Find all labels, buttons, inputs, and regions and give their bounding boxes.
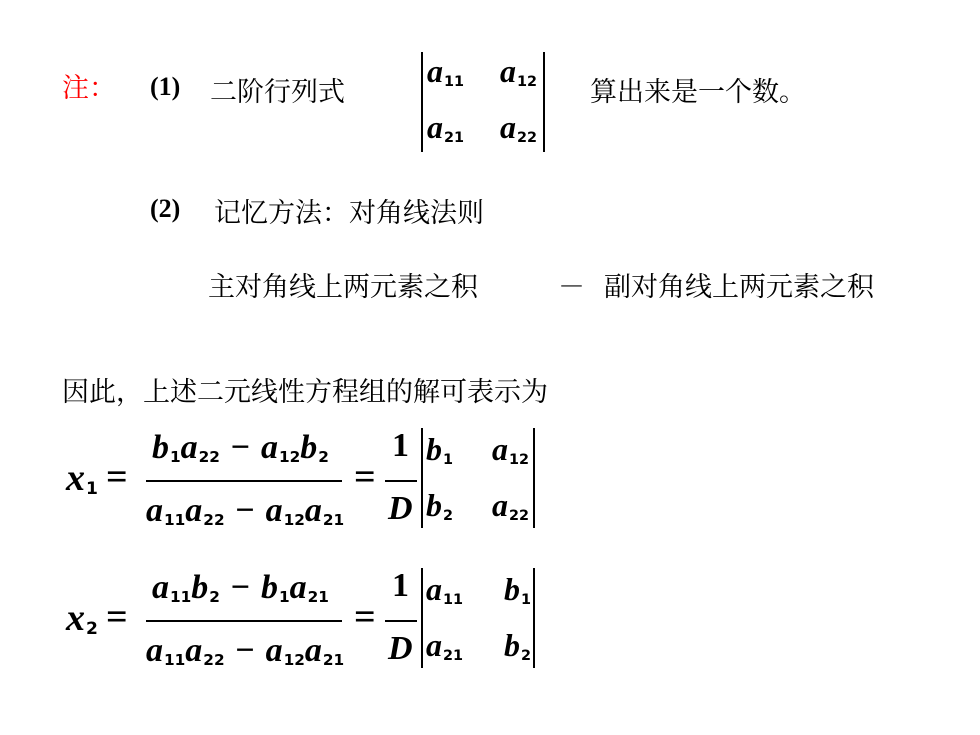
det-cell: $a_{12}$ [500,53,538,90]
det-cell: $a_{22}$ [500,109,538,146]
det-cell: $a_{21}$ [427,109,465,146]
x2-equals-2: = [354,596,376,638]
therefore-text: 因此，上述二元线性方程组的解可表示为 [62,377,548,408]
det-cell: $b_2$ [504,627,532,664]
x2-d-fraction-line [385,620,417,622]
det-cell: $a_{11}$ [427,53,465,90]
x1-denominator: $a_{11}a_{22} - a_{12}a_{21}$ [146,492,345,529]
x2-one: 1 [392,567,409,604]
det-cell: $a_{21}$ [426,627,464,664]
det-cell: $a_{12}$ [492,431,530,468]
x1-D: D [388,490,413,527]
x2-D: D [388,630,413,667]
rule-main: 主对角线上两元素之积 [208,272,478,303]
x2-det-left-bar [421,568,423,668]
det-right-bar [543,52,545,152]
rule-secondary: 副对角线上两元素之积 [604,272,874,303]
item1-text: 二阶行列式 [210,77,345,108]
x2-numerator: $a_{11}b_2 - b_1a_{21}$ [152,569,329,606]
x1-det-right-bar [533,428,535,528]
det-cell: $a_{11}$ [426,571,464,608]
x1-d-fraction-line [385,480,417,482]
det-cell: $b_1$ [426,431,454,468]
x1-equals: = [106,456,128,498]
x1-equals-2: = [354,456,376,498]
x2-denominator: $a_{11}a_{22} - a_{12}a_{21}$ [146,632,345,669]
note-label: 注： [62,73,116,104]
x1-one: 1 [392,427,409,464]
det-cell: $b_2$ [426,487,454,524]
x1-det-left-bar [421,428,423,528]
x2-fraction-line [146,620,342,622]
x1-numerator: $b_1a_{22} - a_{12}b_2$ [152,429,329,466]
x1-lhs: $x_1$ [66,457,98,500]
det-cell: $a_{22}$ [492,487,530,524]
rule-minus: － [558,272,585,303]
x2-equals: = [106,596,128,638]
item1-number: (1) [150,72,181,101]
x1-fraction-line [146,480,342,482]
item1-result-text: 算出来是一个数。 [590,77,806,108]
det-cell: $b_1$ [504,571,532,608]
item2-text: 记忆方法：对角线法则 [214,198,484,229]
x2-lhs: $x_2$ [66,597,98,640]
x2-det-right-bar [533,568,535,668]
item2-number: (2) [150,194,181,223]
det-left-bar [421,52,423,152]
